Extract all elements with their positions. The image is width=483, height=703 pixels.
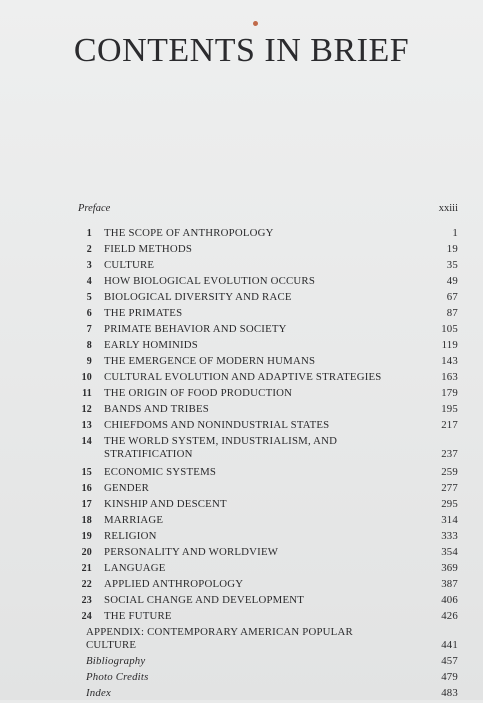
chapter-page: 195 <box>441 403 458 415</box>
ornament-dot <box>253 21 258 26</box>
backmatter-page: 479 <box>441 671 458 683</box>
chapter-number: 6 <box>86 308 92 319</box>
chapter-title: EARLY HOMINIDS <box>104 339 198 351</box>
chapter-number: 23 <box>81 595 92 606</box>
chapter-title: CHIEFDOMS AND NONINDUSTRIAL STATES <box>104 419 330 431</box>
toc-chapter-row <box>78 482 458 495</box>
chapter-title: THE ORIGIN OF FOOD PRODUCTION <box>104 387 293 399</box>
toc-chapter-row <box>78 227 458 240</box>
chapter-title: THE EMERGENCE OF MODERN HUMANS <box>104 355 316 367</box>
chapter-title: THE SCOPE OF ANTHROPOLOGY <box>104 227 274 239</box>
chapter-number: 19 <box>81 531 92 542</box>
backmatter-title: Photo Credits <box>86 671 149 683</box>
toc-chapter-row <box>78 371 458 384</box>
page-title: CONTENTS IN BRIEF <box>73 32 410 69</box>
chapter-page: 179 <box>441 387 458 399</box>
chapter-number: 7 <box>86 324 92 335</box>
chapter-number: 5 <box>86 292 92 303</box>
toc-chapter-row <box>78 355 458 368</box>
toc-chapter-row <box>78 578 458 591</box>
chapter-title: SOCIAL CHANGE AND DEVELOPMENT <box>104 594 305 606</box>
toc-chapter-row <box>78 594 458 607</box>
toc-chapter-row <box>78 419 458 432</box>
chapter-title: ECONOMIC SYSTEMS <box>104 466 217 478</box>
chapter-page: 87 <box>446 307 458 319</box>
chapter-page: 387 <box>441 578 458 590</box>
chapter-page: 163 <box>441 371 458 383</box>
chapter-page: 314 <box>441 514 458 526</box>
chapter-page: 277 <box>441 482 458 494</box>
chapter-title: BANDS AND TRIBES <box>104 403 209 415</box>
chapter-number: 14 <box>81 436 92 447</box>
toc-backmatter-row <box>78 655 458 668</box>
toc-appendix-row <box>78 626 458 652</box>
chapter-number: 15 <box>81 467 92 478</box>
chapter-number: 13 <box>81 420 92 431</box>
chapter-number: 18 <box>81 515 92 526</box>
toc-chapter-row <box>78 259 458 272</box>
chapter-number: 20 <box>81 547 92 558</box>
chapter-number: 10 <box>81 372 92 383</box>
toc-backmatter-row <box>78 671 458 684</box>
chapter-page: 67 <box>446 291 458 303</box>
preface-entry <box>78 203 458 217</box>
chapter-number: 24 <box>81 611 92 622</box>
chapter-title: BIOLOGICAL DIVERSITY AND RACE <box>104 291 292 303</box>
chapter-page: 105 <box>441 323 458 335</box>
chapter-page: 333 <box>441 530 458 542</box>
chapter-title: LANGUAGE <box>104 562 166 574</box>
chapter-title: THE WORLD SYSTEM, INDUSTRIALISM, AND STRATIFICATION <box>104 435 338 460</box>
backmatter-title: Index <box>86 687 111 699</box>
chapter-page: 19 <box>446 243 458 255</box>
toc-chapter-row <box>78 514 458 527</box>
chapter-title: APPLIED ANTHROPOLOGY <box>104 578 244 590</box>
preface-page: xxiii <box>438 203 458 214</box>
chapter-title: PERSONALITY AND WORLDVIEW <box>104 546 279 558</box>
toc-chapter-row <box>78 275 458 288</box>
backmatter-title: Bibliography <box>86 655 146 667</box>
chapter-page: 426 <box>441 610 458 622</box>
chapter-title: PRIMATE BEHAVIOR AND SOCIETY <box>104 323 287 335</box>
toc-chapter-row <box>78 339 458 352</box>
chapter-number: 9 <box>86 356 92 367</box>
chapter-page: 295 <box>441 498 458 510</box>
chapter-number: 17 <box>81 499 92 510</box>
chapter-title: FIELD METHODS <box>104 243 193 255</box>
chapter-title: HOW BIOLOGICAL EVOLUTION OCCURS <box>104 275 316 287</box>
chapter-number: 22 <box>81 579 92 590</box>
chapter-title: CULTURE <box>104 259 155 271</box>
chapter-page: 143 <box>441 355 458 367</box>
toc-chapter-row <box>78 307 458 320</box>
chapter-page: 237 <box>441 448 458 460</box>
chapter-number: 12 <box>81 404 92 415</box>
appendix-title: APPENDIX: CONTEMPORARY AMERICAN POPULAR CULTURE <box>86 626 353 651</box>
backmatter-page: 483 <box>441 687 458 699</box>
chapter-number: 2 <box>86 244 92 255</box>
chapter-title: CULTURAL EVOLUTION AND ADAPTIVE STRATEGIES <box>104 371 382 383</box>
chapter-page: 259 <box>441 466 458 478</box>
chapter-page: 1 <box>452 227 458 239</box>
toc-chapter-row <box>78 498 458 511</box>
toc-chapter-row <box>78 403 458 416</box>
chapter-title: GENDER <box>104 482 149 494</box>
chapter-page: 369 <box>441 562 458 574</box>
preface-label: Preface <box>78 203 111 214</box>
chapter-page: 354 <box>441 546 458 558</box>
chapter-title: THE PRIMATES <box>104 307 183 319</box>
toc-chapter-row <box>78 435 458 461</box>
toc-list <box>78 227 458 703</box>
toc-chapter-row <box>78 243 458 256</box>
chapter-title: MARRIAGE <box>104 514 164 526</box>
toc-backmatter-row <box>78 687 458 700</box>
toc-chapter-row <box>78 466 458 479</box>
toc-chapter-row <box>78 610 458 623</box>
appendix-page: 441 <box>441 639 458 651</box>
chapter-number: 8 <box>86 340 92 351</box>
chapter-page: 49 <box>446 275 458 287</box>
chapter-number: 4 <box>86 276 92 287</box>
chapter-number: 1 <box>86 228 92 239</box>
chapter-title: KINSHIP AND DESCENT <box>104 498 227 510</box>
chapter-title: THE FUTURE <box>104 610 172 622</box>
toc-chapter-row <box>78 323 458 336</box>
toc-chapter-row <box>78 291 458 304</box>
chapter-number: 11 <box>82 388 92 399</box>
chapter-page: 35 <box>446 259 458 271</box>
backmatter-page: 457 <box>441 655 458 667</box>
chapter-page: 217 <box>441 419 458 431</box>
chapter-number: 3 <box>86 260 92 271</box>
toc-chapter-row <box>78 530 458 543</box>
chapter-number: 16 <box>81 483 92 494</box>
chapter-page: 119 <box>441 339 458 351</box>
toc-chapter-row <box>78 387 458 400</box>
chapter-page: 406 <box>441 594 458 606</box>
chapter-number: 21 <box>81 563 92 574</box>
chapter-title: RELIGION <box>104 530 157 542</box>
toc-chapter-row <box>78 562 458 575</box>
toc-chapter-row <box>78 546 458 559</box>
